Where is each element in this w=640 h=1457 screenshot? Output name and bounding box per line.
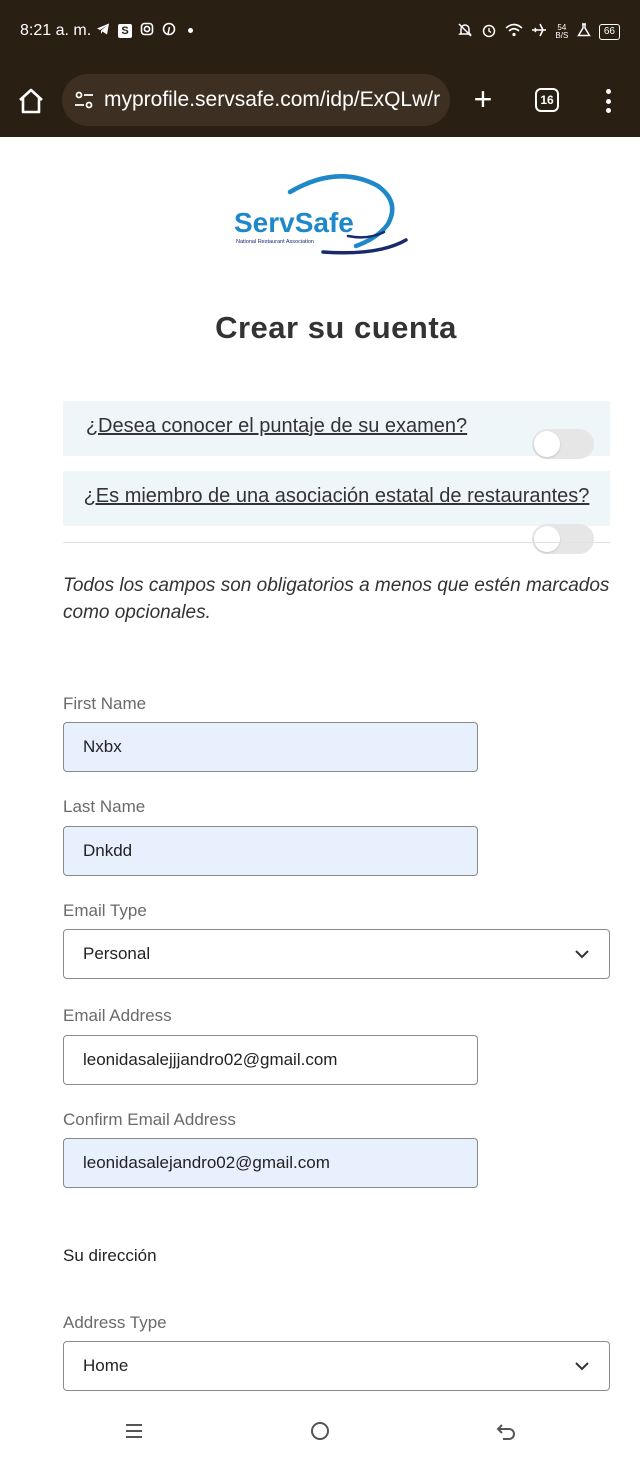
- last-name-label: Last Name: [63, 797, 146, 816]
- exam-score-panel: [63, 401, 610, 456]
- wifi-icon: [505, 22, 523, 42]
- email-address-label: Email Address: [63, 1006, 172, 1025]
- servsafe-logo: [228, 172, 412, 258]
- site-settings-icon[interactable]: [72, 88, 96, 112]
- s-app-icon: S: [118, 24, 132, 38]
- required-fields-note: Todos los campos son obligatorios a menos que estén marcados como opcionales.: [63, 575, 610, 623]
- airplane-icon: [531, 22, 547, 42]
- back-icon[interactable]: [494, 1419, 518, 1443]
- browser-chrome: [0, 0, 640, 137]
- address-section-heading: Su dirección: [63, 1246, 157, 1265]
- flask-icon: [577, 23, 591, 41]
- alarm-icon: [481, 22, 497, 42]
- exam-score-toggle[interactable]: [532, 429, 594, 459]
- new-tab-icon[interactable]: +: [473, 81, 493, 117]
- home-nav-icon[interactable]: [308, 1419, 332, 1443]
- exam-score-link[interactable]: ¿Desea conocer el puntaje de su examen?: [85, 415, 468, 437]
- instagram-icon: [140, 22, 154, 39]
- chevron-down-icon: [574, 949, 590, 959]
- logo-tagline: National Restaurant Association: [236, 239, 314, 245]
- status-bar: [0, 0, 640, 64]
- battery-icon: 66: [599, 24, 620, 40]
- system-nav-bar: [0, 1405, 640, 1457]
- association-link[interactable]: ¿Es miembro de una asociación estatal de restaurantes?: [83, 485, 590, 507]
- confirm-email-input[interactable]: [63, 1138, 478, 1188]
- chevron-down-icon: [574, 1361, 590, 1371]
- email-address-input[interactable]: [63, 1035, 478, 1085]
- association-panel: [63, 471, 610, 526]
- telegram-icon: [96, 22, 110, 39]
- recents-icon[interactable]: [122, 1419, 146, 1443]
- home-icon[interactable]: [14, 84, 48, 118]
- url-text: myprofile.servsafe.com/idp/ExQLw/r: [104, 88, 441, 111]
- address-type-select[interactable]: [63, 1341, 610, 1391]
- email-type-label: Email Type: [63, 901, 147, 920]
- browser-menu-icon[interactable]: [598, 86, 618, 116]
- divider: [63, 542, 610, 543]
- email-type-value: Personal: [83, 944, 151, 963]
- confirm-email-label: Confirm Email Address: [63, 1110, 236, 1129]
- address-type-label: Address Type: [63, 1313, 167, 1332]
- system-icons: [457, 22, 620, 42]
- notification-icons: [96, 22, 193, 39]
- page-title: Crear su cuenta: [215, 310, 457, 345]
- first-name-input[interactable]: [63, 722, 478, 772]
- address-bar[interactable]: [62, 74, 450, 126]
- email-type-select[interactable]: [63, 929, 610, 979]
- more-notifications-dot: [188, 28, 193, 33]
- browser-toolbar: [0, 74, 640, 126]
- network-speed: 54 B/S: [555, 23, 569, 40]
- address-type-value: Home: [83, 1356, 129, 1375]
- status-time: 8:21 a. m.: [20, 22, 92, 39]
- first-name-label: First Name: [63, 694, 147, 713]
- last-name-input[interactable]: [63, 826, 478, 876]
- pinterest-icon: [162, 22, 176, 39]
- logo-brand-text: ServSafe: [234, 207, 354, 238]
- association-toggle[interactable]: [532, 524, 594, 554]
- tab-switcher-button[interactable]: 16: [535, 88, 559, 112]
- mute-icon: [457, 22, 473, 42]
